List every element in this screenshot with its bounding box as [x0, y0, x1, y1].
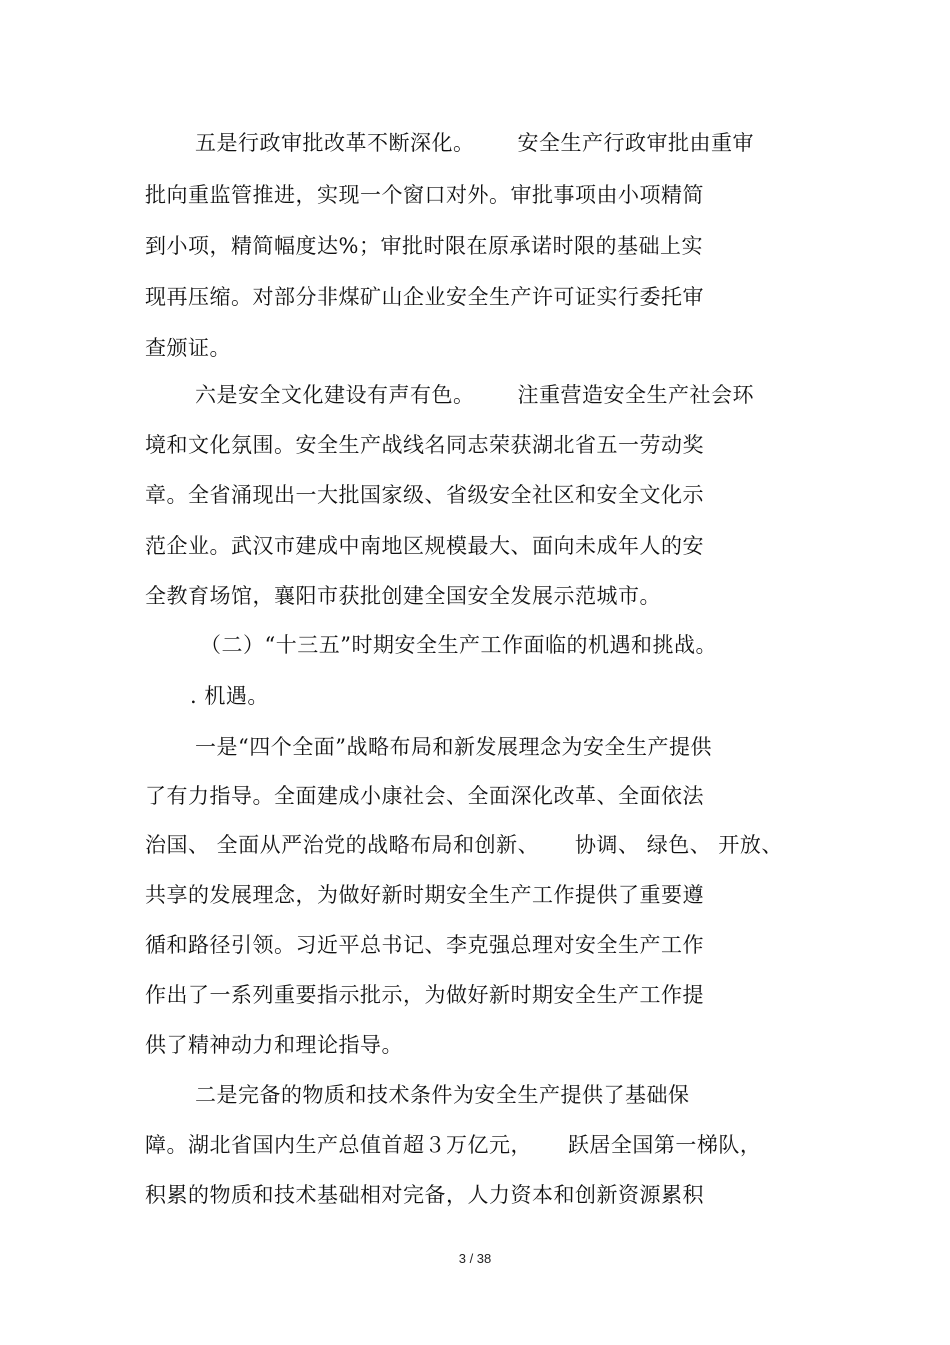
body-text-line: 全教育场馆，襄阳市获批创建全国安全发展示范城市。: [145, 584, 661, 608]
body-text-line: 五是行政审批改革不断深化。 安全生产行政审批由重审: [195, 131, 755, 155]
body-text-line: 了有力指导。全面建成小康社会、全面深化改革、全面依法: [145, 784, 704, 808]
page-number: 3 / 38: [458, 1251, 492, 1266]
body-text-line: 积累的物质和技术基础相对完备，人力资本和创新资源累积: [145, 1183, 704, 1207]
body-text-line: 供了精神动力和理论指导。: [145, 1033, 403, 1057]
body-text-line: 共享的发展理念，为做好新时期安全生产工作提供了重要遵: [145, 883, 704, 907]
body-text-line: 境和文化氛围。安全生产战线名同志荣获湖北省五一劳动奖: [145, 433, 704, 457]
body-text-line: 一是“四个全面”战略布局和新发展理念为安全生产提供: [195, 735, 712, 759]
body-text-line: 现再压缩。对部分非煤矿山企业安全生产许可证实行委托审: [145, 285, 704, 309]
section-heading: （二）“十三五”时期安全生产工作面临的机遇和挑战。: [200, 633, 717, 657]
subsection-heading: . 机遇。: [190, 684, 269, 708]
body-text-line: 障。湖北省国内生产总值首超３万亿元， 跃居全国第一梯队，: [145, 1133, 762, 1157]
body-text-line: 循和路径引领。习近平总书记、李克强总理对安全生产工作: [145, 933, 704, 957]
body-text-line: 二是完备的物质和技术条件为安全生产提供了基础保: [195, 1083, 690, 1107]
body-text-line: 到小项，精简幅度达%；审批时限在原承诺时限的基础上实: [145, 234, 703, 258]
body-text-line: 章。全省涌现出一大批国家级、省级安全社区和安全文化示: [145, 483, 704, 507]
body-text-line: 批向重监管推进，实现一个窗口对外。审批事项由小项精简: [145, 183, 704, 207]
body-text-line: 治国、 全面从严治党的战略布局和创新、 协调、 绿色、 开放、: [145, 833, 783, 857]
body-text-line: 范企业。武汉市建成中南地区规模最大、面向未成年人的安: [145, 534, 704, 558]
body-text-line: 六是安全文化建设有声有色。 注重营造安全生产社会环: [195, 383, 755, 407]
body-text-line: 查颁证。: [145, 336, 231, 360]
body-text-line: 作出了一系列重要指示批示，为做好新时期安全生产工作提: [145, 983, 704, 1007]
